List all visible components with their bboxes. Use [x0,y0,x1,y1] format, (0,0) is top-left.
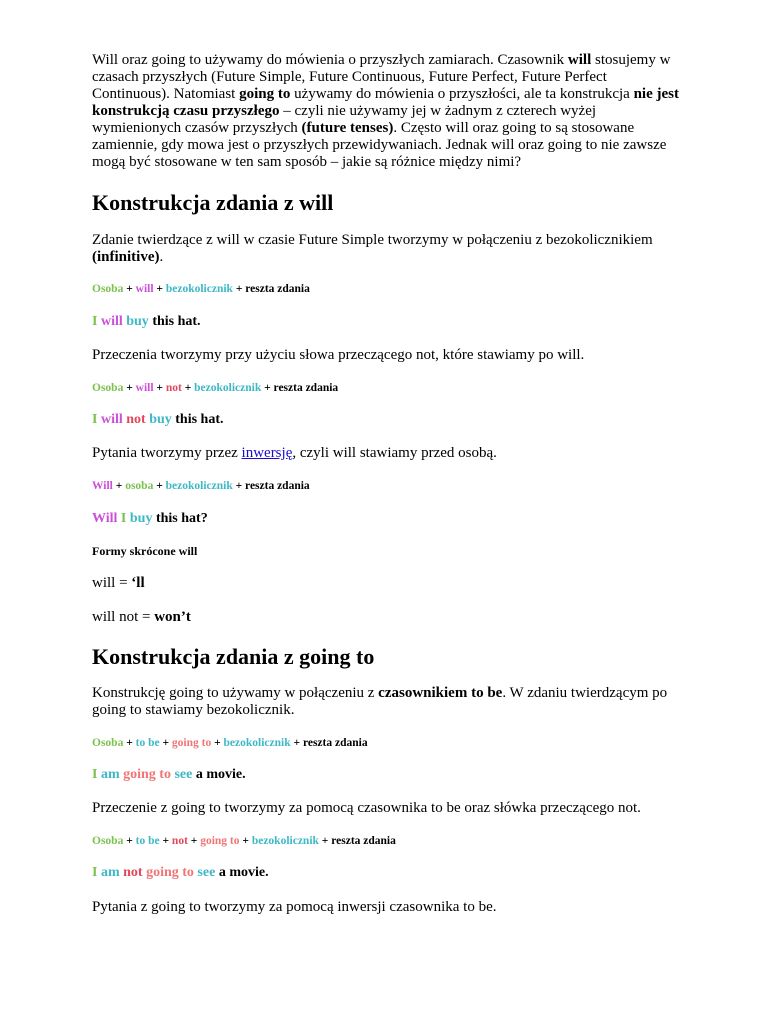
formula-plus: + [153,283,166,295]
formula-plus: + [318,835,332,847]
example-subject: I [92,767,98,782]
text: Pytania tworzymy przez [92,445,242,461]
example-will: Will [92,511,118,526]
formula-plus: + [159,835,172,847]
going-formula-negative [92,834,688,848]
will-example-affirmative [92,314,688,330]
example-going-to: going to [146,865,194,880]
going-question-text: Pytania z going to tworzymy za pomocą inwersji czasownika to be. [92,899,497,915]
intro-text: . Często will oraz going to są stosowane zamiennie, gdy mowa jest o przyszłych przewidywaniach. Jednak will oraz going to nie zawsze mogą być stosowane w ten sam sposób – jakie są różnice między nimi? [92,120,667,170]
will-example-negative [92,412,688,428]
example-will: will [100,412,123,427]
bold-infinitive: (infinitive) [92,249,160,265]
intro-text: Will oraz going to używamy do mówienia o przyszłych zamiarach. Czasownik [92,52,568,68]
will-example-question [92,511,688,527]
heading-will: Konstrukcja zdania z will [92,190,334,215]
formula-plus: + [159,737,172,749]
going-to-text [92,685,688,719]
example-verb: see [197,865,216,880]
example-verb: buy [149,412,172,427]
example-rest: a movie. [192,767,246,782]
formula-reszta: reszta zdania [273,382,339,394]
short-forms-heading: Formy skrócone will [92,544,198,558]
will-negative-text: Przeczenia tworzymy przy użyciu słowa przeczącego not, które stawiamy po will. [92,347,585,363]
example-subject: I [92,314,98,329]
text: . [159,249,164,265]
example-subject: I [120,511,127,526]
example-rest: this hat. [171,412,224,427]
formula-plus: + [123,382,136,394]
formula-will: will [135,283,154,295]
formula-reszta: reszta zdania [245,283,310,295]
formula-plus: + [239,835,252,847]
formula-plus: + [187,835,201,847]
formula-osoba: Osoba [92,382,124,394]
will-affirmative-text [92,232,688,266]
text: will = [92,575,132,591]
formula-reszta: reszta zdania [245,480,310,492]
will-formula-affirmative [92,282,688,296]
intro-text: stosujemy w czasach przyszłych (Future Simple, Future Continuous, Future Perfect, Future Perfect Continuous). Natomiast [92,52,671,102]
text: , czyli will stawiamy przed osobą. [292,445,497,461]
text: Zdanie twierdzące z will w czasie Future Simple tworzymy w połączeniu z bezokolicznikiem [92,232,653,248]
formula-plus: + [153,480,166,492]
intro-bold-future-tenses: (future tenses) [301,120,394,136]
will-formula-question [92,479,688,493]
formula-osoba: Osoba [92,737,124,749]
short-form-will [92,575,688,592]
formula-will: will [135,382,154,394]
inwersja-link[interactable]: inwersję [241,445,293,461]
example-to-be: am [100,767,120,782]
going-example-affirmative [92,767,688,783]
example-rest: this hat? [152,511,208,526]
intro-text: – czyli nie używamy jej w żadnym z czterech wyżej wymienionych czasów przyszłych [92,103,597,136]
example-verb: see [174,767,193,782]
formula-bezokolicznik: bezokolicznik [223,737,291,749]
intro-bold-will: will [567,52,592,68]
heading-going-to: Konstrukcja zdania z going to [92,644,375,669]
text: . W zdaniu twierdzącym po going to stawiamy bezokolicznik. [92,685,668,718]
going-example-negative [92,865,688,881]
intro-paragraph [92,52,688,171]
will-question-text [92,445,688,462]
formula-plus: + [123,283,136,295]
text: will not = [92,609,155,625]
example-not: not [123,865,143,880]
example-rest: a movie. [215,865,269,880]
formula-plus: + [232,480,246,492]
example-going-to: going to [123,767,171,782]
intro-bold-statement: nie jest konstrukcją czasu przyszłego [92,86,679,119]
short-form-will-not [92,609,688,626]
text: Konstrukcję going to używamy w połączeniu z [92,685,379,701]
formula-plus: + [290,737,303,749]
example-subject: I [92,412,98,427]
example-not: not [126,412,146,427]
will-formula-negative [92,381,688,395]
formula-osoba: Osoba [92,283,124,295]
formula-plus: + [112,480,126,492]
example-verb: buy [126,314,149,329]
formula-reszta: reszta zdania [302,737,368,749]
formula-going-to: going to [171,737,212,749]
formula-to-be: to be [135,835,160,847]
example-will: will [100,314,123,329]
example-to-be: am [100,865,120,880]
formula-will: Will [92,480,113,492]
going-formula-affirmative [92,736,688,750]
formula-bezokolicznik: bezokolicznik [251,835,319,847]
bold-to-be: czasownikiem to be [378,685,503,701]
formula-plus: + [123,737,136,749]
formula-plus: + [211,737,224,749]
formula-plus: + [232,283,246,295]
formula-reszta: reszta zdania [331,835,396,847]
short-form-value: ‘ll [131,575,145,591]
intro-text: używamy do mówienia o przyszłości, ale ta konstrukcja [290,86,634,102]
formula-plus: + [153,382,166,394]
example-rest: this hat. [148,314,201,329]
short-form-value: won’t [154,609,191,625]
going-negative-text: Przeczenie z going to tworzymy za pomocą czasownika to be oraz słówka przeczącego not. [92,800,641,816]
formula-plus: + [123,835,136,847]
formula-plus: + [181,382,195,394]
formula-osoba: osoba [125,480,154,492]
formula-plus: + [261,382,274,394]
example-verb: buy [129,511,153,526]
formula-bezokolicznik: bezokolicznik [165,283,233,295]
formula-not: not [165,382,182,394]
formula-osoba: Osoba [92,835,124,847]
intro-bold-going-to: going to [239,86,291,102]
formula-not: not [171,835,188,847]
formula-going-to: going to [200,835,240,847]
formula-bezokolicznik: bezokolicznik [165,480,233,492]
example-subject: I [92,865,98,880]
formula-to-be: to be [135,737,160,749]
formula-bezokolicznik: bezokolicznik [194,382,262,394]
